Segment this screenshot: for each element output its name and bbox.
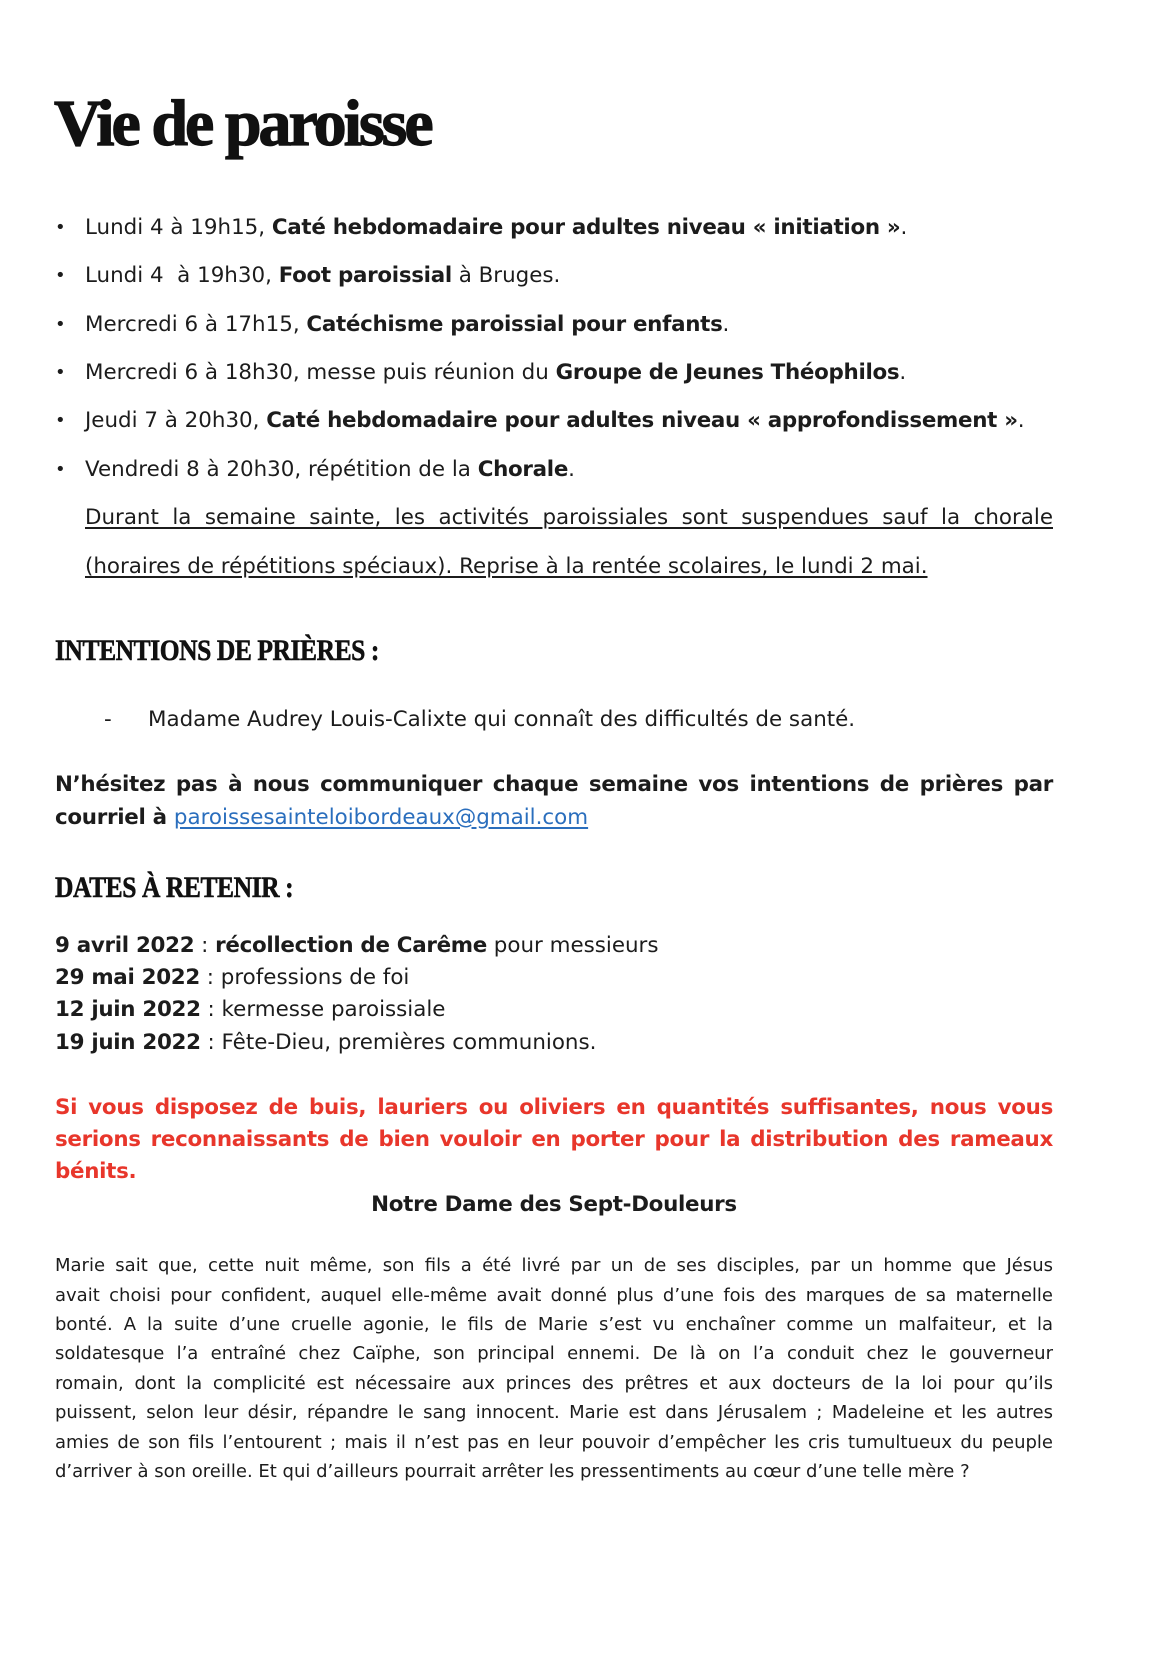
date-separator: : — [199, 965, 221, 991]
activity-text — [85, 301, 729, 349]
activity-when: Mercredi 6 à 18h30, messe puis réunion du — [85, 360, 556, 386]
contact-prefix: courriel à — [55, 804, 174, 830]
date-separator: : — [200, 997, 222, 1023]
date-value: 9 avril 2022 — [55, 932, 195, 958]
activity-suffix: . — [1017, 408, 1025, 434]
note-line — [85, 494, 1053, 542]
activity-when: Lundi 4 à 19h30, — [85, 263, 279, 289]
date-event: Fête-Dieu, premières communions. — [221, 1029, 597, 1055]
intentions-heading: INTENTIONS DE PRIÈRES : — [55, 634, 379, 667]
intention-text: Madame Audrey Louis-Calixte qui connaît des difficultés de santé. — [148, 707, 856, 732]
dates-heading: DATES À RETENIR : — [55, 871, 294, 904]
date-value: 29 mai 2022 — [55, 965, 200, 991]
note-line — [85, 543, 1053, 591]
bullet-icon: • — [55, 362, 66, 384]
date-value: 19 juin 2022 — [55, 1029, 201, 1055]
intention-item — [0, 704, 1166, 736]
date-value: 12 juin 2022 — [55, 997, 201, 1023]
date-event-bold: récollection de Carême — [215, 932, 487, 958]
dates-list — [55, 930, 1053, 1059]
holy-week-note — [0, 494, 1166, 542]
activity-suffix: . — [568, 456, 575, 482]
activity-title: Groupe de Jeunes Théophilos — [555, 360, 900, 386]
activity-title: Catéchisme paroissial pour enfants — [306, 311, 723, 337]
palm-branches-appeal — [55, 1092, 1053, 1188]
activity-when: Jeudi 7 à 20h30, — [85, 408, 267, 434]
note-text: Durant la semaine sainte, les activités paroissiales sont suspendues sauf la chorale — [85, 505, 1053, 531]
reflection-line: soldatesque l’a entraîné chez Caïphe, son principal ennemi. De là on l’a conduit chez le gouverneur — [55, 1343, 1053, 1365]
activity-when: Mercredi 6 à 17h15, — [85, 311, 307, 337]
activity-title: Caté hebdomadaire pour adultes niveau « initiation » — [271, 214, 901, 240]
contact-paragraph — [55, 768, 1053, 834]
date-item — [55, 962, 1053, 994]
date-item — [55, 994, 1053, 1026]
bullet-icon: • — [55, 313, 66, 335]
date-separator: : — [200, 1029, 222, 1055]
list-item — [0, 446, 1166, 494]
activity-text — [85, 204, 907, 252]
reflection-line: Marie sait que, cette nuit même, son fils a été livré par un de ses disciples, par un homme que Jésus — [55, 1255, 1053, 1277]
activity-title: Caté hebdomadaire pour adultes niveau « approfondissement » — [266, 408, 1018, 434]
reflection-paragraph — [55, 1251, 1053, 1486]
appeal-line: serions reconnaissants de bien vouloir en porter pour la distribution des rameaux — [55, 1127, 1053, 1152]
contact-line: N’hésitez pas à nous communiquer chaque semaine vos intentions de prières par — [55, 771, 1053, 797]
activity-suffix: . — [722, 311, 730, 337]
activity-suffix: . — [899, 360, 907, 386]
list-item — [0, 397, 1166, 445]
email-link[interactable]: paroissesainteloibordeaux@gmail.com — [173, 804, 589, 830]
activity-title: Chorale — [477, 456, 569, 482]
list-item — [0, 204, 1166, 252]
reflection-title: Notre Dame des Sept-Douleurs — [371, 1192, 737, 1217]
activity-when: Lundi 4 à 19h15, — [85, 214, 272, 240]
activity-when: Vendredi 8 à 20h30, répétition de la — [85, 456, 478, 482]
activity-text — [85, 252, 560, 300]
bullet-icon: • — [55, 216, 66, 238]
date-separator: : — [194, 932, 216, 958]
bullet-icon: • — [55, 410, 66, 432]
list-item — [0, 349, 1166, 397]
appeal-line: Si vous disposez de buis, lauriers ou oliviers en quantités suffisantes, nous vous — [55, 1095, 1053, 1120]
reflection-line: puissent, selon leur désir, répandre le sang innocent. Marie est dans Jérusalem ; Madeleine et les autres — [55, 1402, 1053, 1424]
activity-text — [85, 397, 1025, 445]
activity-suffix: à Bruges. — [451, 263, 561, 289]
dash-bullet: - — [104, 707, 112, 732]
activity-text — [85, 446, 575, 494]
reflection-line: d’arriver à son oreille. Et qui d’ailleurs pourrait arrêter les pressentiments au cœur d’une telle mère ? — [55, 1461, 970, 1483]
holy-week-note — [0, 543, 1166, 591]
activity-text — [85, 349, 906, 397]
reflection-line: romain, dont la complicité est nécessaire aux princes des prêtres et aux docteurs de la loi pour qu’ils — [55, 1372, 1053, 1394]
list-item — [0, 252, 1166, 300]
appeal-line: bénits. — [55, 1159, 137, 1184]
reflection-line: amies de son fils l’entourent ; mais il n’est pas en leur pouvoir d’empêcher les cris tumultueux du peuple — [55, 1431, 1053, 1453]
list-item — [0, 301, 1166, 349]
date-item — [55, 1027, 1053, 1059]
activity-suffix: . — [900, 214, 908, 240]
contact-line — [55, 801, 1053, 834]
reflection-line: avait choisi pour confident, auquel elle-même avait donné plus d’une fois des marques de sa maternelle — [55, 1284, 1053, 1306]
activity-title: Foot paroissial — [278, 263, 452, 289]
note-text: (horaires de répétitions spéciaux). Reprise à la rentée scolaires, le lundi 2 mai. — [85, 553, 928, 579]
date-event: professions de foi — [220, 965, 410, 991]
bullet-icon: • — [55, 265, 66, 287]
activities-list — [0, 204, 1166, 591]
date-event: kermesse paroissiale — [221, 997, 446, 1023]
date-event: pour messieurs — [487, 932, 659, 958]
bullet-icon: • — [55, 458, 66, 480]
reflection-line: bonté. A la suite d’une cruelle agonie, le fils de Marie s’est vu enchaîner comme un malfaiteur, et la — [55, 1314, 1053, 1336]
date-item — [55, 930, 1053, 962]
page-title: Vie de paroisse — [54, 87, 431, 160]
